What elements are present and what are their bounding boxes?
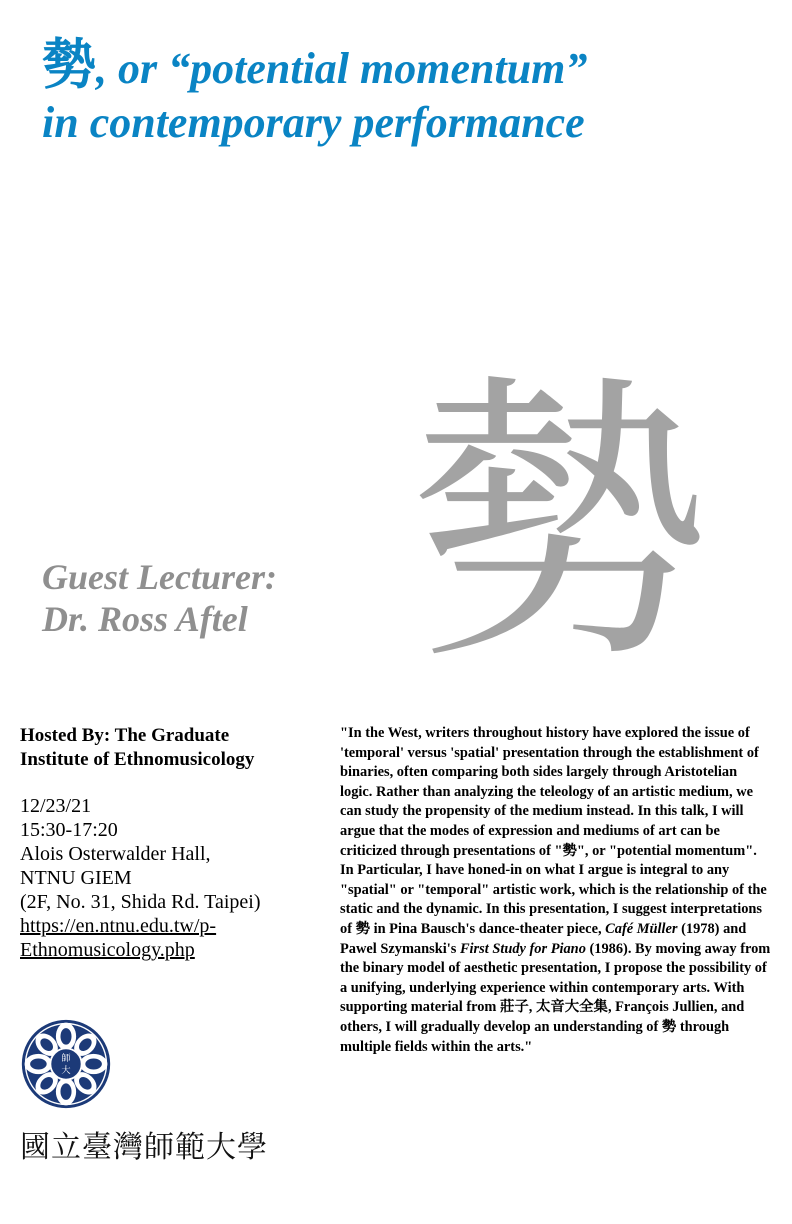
event-details (20, 724, 320, 962)
poster-title (42, 35, 762, 150)
hosted-by (20, 724, 320, 772)
title-line2: in contemporary performance (42, 98, 585, 147)
work-title-first-study: First Study for Piano (459, 940, 586, 957)
abstract-part1: "In the West, writers throughout history have explored the issue of 'temporal' versus 'spatial' presentation through the establishment of binaries, often comparing both sides largely through Aristotelian logic. Rather than analyzing the teleology of an artistic medium, we can study the propensity of the medium instead. In this talk, I will argue that the modes of expression and mediums of art can be criticized through presentations of "勢", or "potential momentum". In Particular, I have honed-in on what I argue is integral to any "spatial" or "temporal" artistic work, which is the relationship of the static and the dynamic. In this presentation, I suggest interpretations of 勢 in Pina Bausch's dance-theater piece, (340, 725, 767, 937)
venue-address: (2F, No. 31, Shida Rd. Taipei) (20, 891, 261, 913)
title-line1: , or “potential momentum” (96, 44, 588, 93)
svg-text:師: 師 (61, 1053, 71, 1065)
hosted-line2: Institute of Ethnomusicology (20, 749, 255, 770)
lecturer-name: Dr. Ross Aftel (42, 599, 248, 639)
abstract-text (340, 724, 772, 1057)
decorative-large-character: 勢 (410, 350, 710, 699)
event-time: 15:30-17:20 (20, 819, 118, 841)
event-link-line2[interactable]: Ethnomusicology.php (20, 939, 195, 961)
event-info (20, 794, 320, 962)
lecturer-label: Guest Lecturer: (42, 557, 277, 597)
guest-lecturer (42, 556, 382, 640)
abstract-part2: (1978) and Pawel Szymanski's (340, 920, 747, 957)
venue-line1: Alois Osterwalder Hall, (20, 843, 211, 865)
university-name: 國立臺灣師範大學 (20, 1130, 268, 1165)
venue-line2: NTNU GIEM (20, 867, 132, 889)
svg-text:大: 大 (61, 1065, 71, 1077)
title-character: 勢 (42, 35, 96, 95)
event-link-line1[interactable]: https://en.ntnu.edu.tw/p- (20, 915, 217, 937)
hosted-line1: Hosted By: The Graduate (20, 725, 230, 746)
event-date: 12/23/21 (20, 795, 92, 817)
work-title-cafe-muller: Café Müller (605, 920, 678, 937)
university-logo-icon (20, 1018, 112, 1110)
abstract-part3: (1986). By moving away from the binary model of aesthetic presentation, I propose the possibility of a unifying, underlying experience within contemporary arts. With supporting material from 莊子, 太音大全集, François Jullien, and others, I will gradually develop an understanding of 勢 through multiple fields within the arts." (340, 940, 771, 1055)
